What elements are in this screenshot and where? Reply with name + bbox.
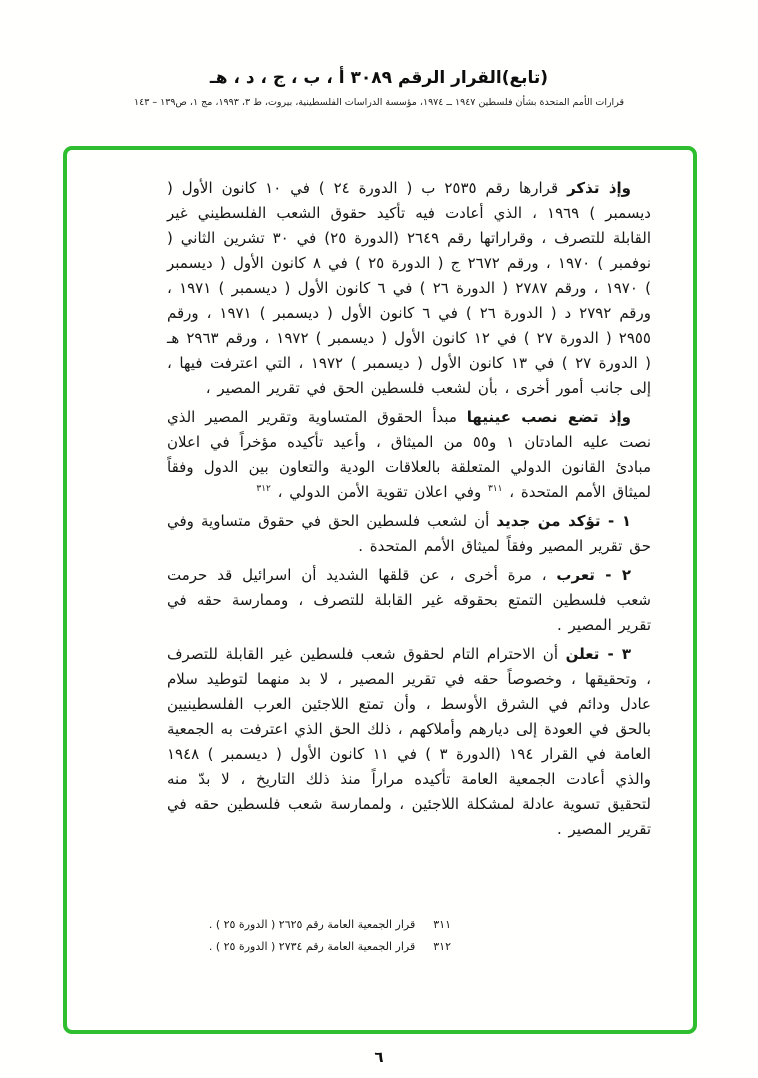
paragraph-item-3: [167, 642, 651, 842]
footnote-312: [209, 940, 451, 953]
paragraph-number: ٢ -: [594, 566, 631, 584]
paragraph-number: ١ -: [600, 512, 631, 530]
footnote-ref-311: ٣١١: [487, 484, 503, 494]
footnote-311: [209, 918, 451, 931]
footnote-ref-312: ٣١٢: [256, 484, 271, 494]
page-number: ٦: [374, 1048, 384, 1066]
footnote-text: قرار الجمعية العامة رقم ٢٦٢٥ ( الدورة ٢٥ ) .: [208, 918, 416, 931]
source-citation-line: قرارات الأمم المتحدة بشأن فلسطين ١٩٤٧ ــ ١٩٧٤، مؤسسة الدراسات الفلسطينية، بيروت، ط ٣، ١٩٩٣، مج ١، ص١٣٩ – ١٤٣: [134, 97, 624, 108]
paragraph-lead: تعرب: [556, 566, 595, 584]
paragraph-bearing-in-mind: [167, 405, 651, 505]
paragraph-lead: وإذ تضع نصب عينيها: [466, 408, 631, 426]
paragraph-text: مبدأ الحقوق المتساوية وتقرير المصير الذي نصت عليه المادتان ١ و٥٥ من الميثاق ، وأعيد تأكيده مؤخراً في اعلان مبادئ القانون الدولي المتعلقة بالعلاقات الودية والتعاون بين الدول وفقاً لميثاق الأمم المتحدة ،: [167, 408, 651, 501]
paragraph-text: ، مرة أخرى ، عن قلقها الشديد أن اسرائيل قد حرمت شعب فلسطين التمتع بحقوقه غير القابلة للتصرف ، وممارسة حقه في تقرير المصير .: [167, 566, 651, 634]
paragraph-item-1: [167, 509, 651, 559]
footnote-text: قرار الجمعية العامة رقم ٢٧٣٤ ( الدورة ٢٥ ) .: [208, 940, 416, 953]
green-frame: [63, 146, 697, 1034]
paragraph-recalling: [167, 176, 651, 401]
body-text: [167, 176, 651, 846]
paragraph-lead: تؤكد من جديد: [496, 512, 601, 530]
paragraph-number: ٣ -: [599, 645, 632, 663]
paragraph-text: وفي اعلان تقوية الأمن الدولي ،: [270, 483, 488, 501]
paragraph-item-2: [167, 563, 651, 638]
paragraph-text: أن لشعب فلسطين الحق في حقوق متساوية وفي حق تقرير المصير وفقاً لميثاق الأمم المتحدة .: [167, 512, 651, 555]
paragraph-lead: تعلن: [565, 645, 600, 663]
footnote-number: ٣١٢: [433, 940, 451, 953]
resolution-title: (تابع)القرار الرقم ٣٠٨٩ أ ، ب ، ج ، د ، هـ: [209, 68, 549, 88]
footnote-number: ٣١١: [433, 918, 451, 931]
page-header: [0, 68, 758, 108]
footnotes-block: [209, 918, 451, 962]
paragraph-text: أن الاحترام التام لحقوق شعب فلسطين غير القابلة للتصرف ، وتحقيقها ، وخصوصاً حقه في تقرير المصير ، لا بد منهما لتوطيد سلام عادل ودائم في الشرق الأوسط ، وأن تمتع اللاجئين العرب الفلسطينيين بالحق في العودة إلى ديارهم وأملاكهم ، ذلك الحق الذي اعترفت به الجمعية العامة في القرار ١٩٤ (الدورة ٣ ) في ١١ كانون الأول ( ديسمبر ) ١٩٤٨ والذي أعادت الجمعية العامة تأكيده مراراً منذ ذلك التاريخ ، لا بدّ منه لتحقيق تسوية عادلة لمشكلة اللاجئين ، ولممارسة شعب فلسطين حقه في تقرير المصير .: [167, 645, 651, 838]
paragraph-text: قرارها رقم ٢٥٣٥ ب ( الدورة ٢٤ ) في ١٠ كانون الأول ( ديسمبر ) ١٩٦٩ ، الذي أعادت فيه تأكيد حقوق الشعب الفلسطيني غير القابلة للتصرف ، وقراراتها رقم ٢٦٤٩ (الدورة ٢٥) في ٣٠ تشرين الثاني ( نوفمبر ) ١٩٧٠ ، ورقم ٢٦٧٢ ج ( الدورة ٢٥ ) في ٨ كانون الأول ( ديسمبر ) ١٩٧٠ ، ورقم ٢٧٨٧ ( الدورة ٢٦ ) في ٦ كانون الأول ( ديسمبر ) ١٩٧١ ، ورقم ٢٧٩٢ د ( الدورة ٢٦ ) في ٦ كانون الأول ( ديسمبر ) ١٩٧١ ، ورقم ٢٩٥٥ ( الدورة ٢٧ ) في ١٢ كانون الأول ( ديسمبر ) ١٩٧٢ ، ورقم ٢٩٦٣ هـ ( الدورة ٢٧ ) في ١٣ كانون الأول ( ديسمبر ) ١٩٧٢ ، التي اعترفت فيها ، إلى جانب أمور أخرى ، بأن لشعب فلسطين الحق في تقرير المصير ،: [167, 179, 652, 397]
paragraph-lead: وإذ تذكر: [567, 179, 631, 197]
